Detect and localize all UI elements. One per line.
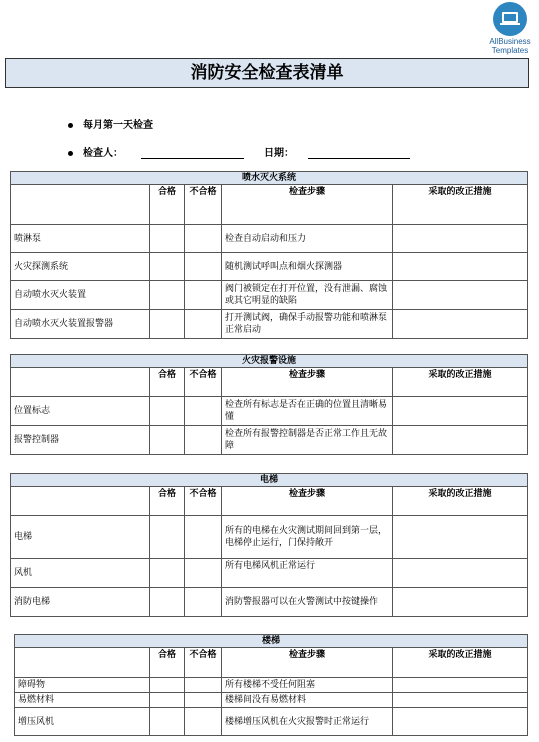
table-row bbox=[11, 253, 528, 281]
fail-cell[interactable] bbox=[185, 693, 222, 708]
check-step: 楼梯增压风机在火灾报警时正常运行 bbox=[222, 708, 393, 736]
fire-alarm-table bbox=[10, 354, 528, 455]
table-row bbox=[11, 426, 528, 455]
pass-cell[interactable] bbox=[150, 225, 185, 253]
steps-header: 检查步骤 bbox=[222, 368, 393, 397]
item-header bbox=[11, 185, 150, 225]
pass-cell[interactable] bbox=[150, 426, 185, 455]
action-cell[interactable] bbox=[393, 516, 528, 559]
allbusiness-logo bbox=[484, 2, 536, 55]
table-row bbox=[11, 397, 528, 426]
fail-cell[interactable] bbox=[185, 708, 222, 736]
table-row bbox=[11, 310, 528, 339]
check-step: 阀门被锁定在打开位置，没有泄漏、腐蚀或其它明显的缺陷 bbox=[222, 281, 393, 310]
fail-header: 不合格 bbox=[185, 368, 222, 397]
inspector-date-line bbox=[68, 144, 410, 159]
pass-cell[interactable] bbox=[150, 708, 185, 736]
pass-cell[interactable] bbox=[150, 588, 185, 617]
action-cell[interactable] bbox=[393, 678, 528, 693]
elevator-table bbox=[10, 473, 528, 617]
item-name: 火灾探测系统 bbox=[11, 253, 150, 281]
section-title: 电梯 bbox=[11, 474, 528, 487]
logo-line-2: Templates bbox=[491, 46, 529, 55]
bullet-icon bbox=[68, 123, 73, 128]
item-name: 自动喷水灭火装置 bbox=[11, 281, 150, 310]
table-row bbox=[11, 225, 528, 253]
item-name: 增压风机 bbox=[15, 708, 150, 736]
action-cell[interactable] bbox=[393, 310, 528, 339]
item-name: 易燃材料 bbox=[15, 693, 150, 708]
fail-cell[interactable] bbox=[185, 516, 222, 559]
check-step: 所有楼梯不受任何阻塞 bbox=[222, 678, 393, 693]
table-row bbox=[15, 708, 528, 736]
section-title: 楼梯 bbox=[15, 635, 528, 648]
table-row bbox=[15, 678, 528, 693]
action-cell[interactable] bbox=[393, 397, 528, 426]
fail-cell[interactable] bbox=[185, 253, 222, 281]
item-name: 自动喷水灭火装置报警器 bbox=[11, 310, 150, 339]
item-name: 消防电梯 bbox=[11, 588, 150, 617]
pass-header: 合格 bbox=[150, 185, 185, 225]
fail-header: 不合格 bbox=[185, 185, 222, 225]
action-cell[interactable] bbox=[393, 588, 528, 617]
table-row bbox=[11, 559, 528, 588]
check-step: 检查自动启动和压力 bbox=[222, 225, 393, 253]
pass-cell[interactable] bbox=[150, 516, 185, 559]
pass-header: 合格 bbox=[150, 368, 185, 397]
fail-cell[interactable] bbox=[185, 281, 222, 310]
action-cell[interactable] bbox=[393, 281, 528, 310]
item-header bbox=[11, 368, 150, 397]
actions-header: 采取的改正措施 bbox=[393, 368, 528, 397]
inspector-field[interactable] bbox=[141, 148, 244, 159]
section-title: 火灾报警设施 bbox=[11, 355, 528, 368]
stairs-table bbox=[14, 634, 528, 736]
fail-cell[interactable] bbox=[185, 426, 222, 455]
check-step: 楼梯间没有易燃材料 bbox=[222, 693, 393, 708]
fail-header: 不合格 bbox=[185, 487, 222, 516]
pass-cell[interactable] bbox=[150, 693, 185, 708]
action-cell[interactable] bbox=[393, 708, 528, 736]
item-name: 障碍物 bbox=[15, 678, 150, 693]
item-header bbox=[15, 648, 150, 678]
action-cell[interactable] bbox=[393, 225, 528, 253]
table-row bbox=[11, 588, 528, 617]
sprinkler-system-table bbox=[10, 171, 528, 339]
table-row bbox=[11, 281, 528, 310]
action-cell[interactable] bbox=[393, 559, 528, 588]
pass-cell[interactable] bbox=[150, 559, 185, 588]
check-step: 检查所有报警控制器是否正常工作且无故障 bbox=[222, 426, 393, 455]
fail-cell[interactable] bbox=[185, 588, 222, 617]
pass-header: 合格 bbox=[150, 648, 185, 678]
section-title: 喷水灭火系统 bbox=[11, 172, 528, 185]
action-cell[interactable] bbox=[393, 693, 528, 708]
action-cell[interactable] bbox=[393, 426, 528, 455]
check-step: 打开测试阀，确保手动报警功能和喷淋泵正常启动 bbox=[222, 310, 393, 339]
check-step: 所有的电梯在火灾测试期间回到第一层，电梯停止运行，门保持敞开 bbox=[222, 516, 393, 559]
steps-header: 检查步骤 bbox=[222, 185, 393, 225]
item-name: 喷淋泵 bbox=[11, 225, 150, 253]
pass-cell[interactable] bbox=[150, 310, 185, 339]
pass-cell[interactable] bbox=[150, 253, 185, 281]
page-title: 消防安全检查表清单 bbox=[5, 58, 529, 88]
table-row bbox=[15, 693, 528, 708]
fail-cell[interactable] bbox=[185, 310, 222, 339]
table-row bbox=[11, 516, 528, 559]
inspector-label: 检查人： bbox=[83, 148, 123, 159]
steps-header: 检查步骤 bbox=[222, 648, 393, 678]
date-field[interactable] bbox=[308, 148, 410, 159]
check-step: 检查所有标志是否在正确的位置且清晰易懂 bbox=[222, 397, 393, 426]
fail-cell[interactable] bbox=[185, 559, 222, 588]
action-cell[interactable] bbox=[393, 253, 528, 281]
pass-header: 合格 bbox=[150, 487, 185, 516]
item-name: 报警控制器 bbox=[11, 426, 150, 455]
date-label: 日期： bbox=[264, 148, 294, 159]
item-name: 风机 bbox=[11, 559, 150, 588]
item-name: 位置标志 bbox=[11, 397, 150, 426]
fail-header: 不合格 bbox=[185, 648, 222, 678]
actions-header: 采取的改正措施 bbox=[393, 185, 528, 225]
schedule-text: 每月第一天检查 bbox=[83, 120, 153, 131]
check-step: 消防警报器可以在火警测试中按键操作 bbox=[222, 588, 393, 617]
item-name: 电梯 bbox=[11, 516, 150, 559]
pass-cell[interactable] bbox=[150, 678, 185, 693]
fail-cell[interactable] bbox=[185, 397, 222, 426]
item-header bbox=[11, 487, 150, 516]
fail-cell[interactable] bbox=[185, 225, 222, 253]
check-step: 随机测试呼叫点和烟火探测器 bbox=[222, 253, 393, 281]
steps-header: 检查步骤 bbox=[222, 487, 393, 516]
logo-line-1: AllBusiness bbox=[489, 37, 531, 46]
pass-cell[interactable] bbox=[150, 397, 185, 426]
fail-cell[interactable] bbox=[185, 678, 222, 693]
bullet-icon bbox=[68, 151, 73, 156]
actions-header: 采取的改正措施 bbox=[393, 648, 528, 678]
check-step: 所有电梯风机正常运行 bbox=[222, 559, 393, 588]
actions-header: 采取的改正措施 bbox=[393, 487, 528, 516]
schedule-note bbox=[68, 116, 153, 131]
pass-cell[interactable] bbox=[150, 281, 185, 310]
computer-icon bbox=[493, 2, 527, 36]
